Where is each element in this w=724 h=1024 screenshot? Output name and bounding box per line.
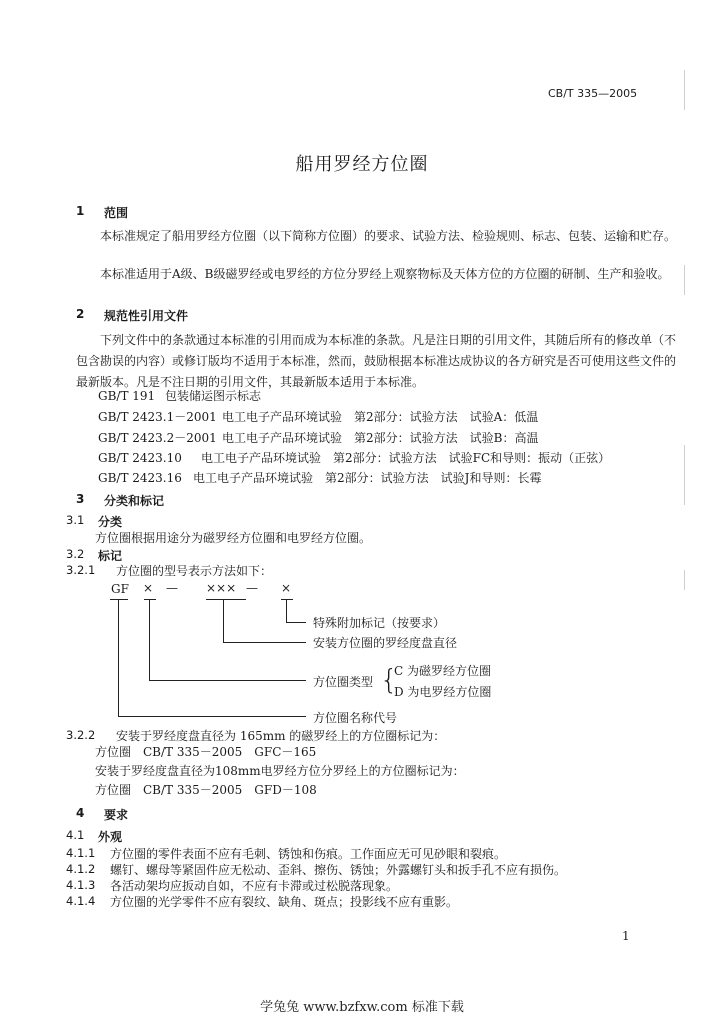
item-4-1-2-number: 4.1.2	[66, 862, 96, 876]
label-ring-type: 方位圈类型	[313, 675, 374, 689]
item-4-1-1-text: 方位圈的零件表面不应有毛刺、锈蚀和伤痕。工作面应无可见砂眼和裂痕。	[110, 847, 507, 861]
type-option-c: C 为磁罗经方位圈	[394, 664, 491, 678]
model-code-diameter: ×××	[206, 581, 237, 595]
section-3-2-2-example-1: 方位圈 CB/T 335－2005 GFC－165	[95, 745, 317, 759]
scan-artifact-line	[684, 445, 685, 505]
page-number: 1	[622, 929, 630, 943]
scan-artifact-line	[684, 570, 685, 590]
page-title: 船用罗经方位圈	[295, 154, 429, 175]
section-4-number: 4	[76, 806, 85, 820]
section-3-2-1-number: 3.2.1	[66, 563, 96, 577]
type-option-d: D 为电罗经方位圈	[394, 685, 492, 699]
section-3-2-2-text-2: 安装于罗经度盘直径为108mm电罗经方位分罗经上的方位圈标记为：	[95, 764, 465, 778]
section-1-number: 1	[76, 204, 85, 218]
section-1-heading: 范围	[104, 206, 129, 220]
section-3-heading: 分类和标记	[104, 494, 165, 508]
section-3-1-heading: 分类	[98, 515, 123, 529]
section-3-2-1-text: 方位圈的型号表示方法如下：	[116, 564, 273, 578]
section-3-2-2-number: 3.2.2	[66, 728, 96, 742]
item-4-1-3-text: 各活动架均应扳动自如，不应有卡滞或过松脱落现象。	[110, 879, 399, 893]
item-4-1-1-number: 4.1.1	[66, 846, 96, 860]
label-special-marking: 特殊附加标记（按要求）	[313, 616, 446, 630]
model-code-special: ×	[281, 581, 292, 595]
ref-2-code: GB/T 2423.1－2001	[98, 410, 217, 424]
model-code-gf: GF	[111, 582, 129, 596]
section-3-2-2-text-1: 安装于罗经度盘直径为 165mm 的磁罗经上的方位圈标记为：	[116, 729, 446, 743]
standard-code: CB/T 335—2005	[548, 87, 638, 100]
ref-2-title: 电工电子产品环境试验 第2部分：试验方法 试验A：低温	[222, 410, 539, 424]
model-dash-2: —	[246, 581, 258, 595]
model-dash-1: —	[166, 581, 178, 595]
section-3-2-number: 3.2	[66, 547, 85, 561]
footer-watermark[interactable]: 学兔兔 www.bzfxw.com 标准下载	[260, 1000, 464, 1015]
section-4-heading: 要求	[104, 808, 129, 822]
section-4-1-heading: 外观	[98, 830, 123, 844]
ref-3-code: GB/T 2423.2－2001	[98, 431, 217, 445]
item-4-1-4-number: 4.1.4	[66, 894, 96, 908]
ref-5-code: GB/T 2423.16	[98, 471, 182, 485]
item-4-1-2-text: 螺钉、螺母等紧固件应无松动、歪斜、擦伤、锈蚀；外露螺钉头和扳手孔不应有损伤。	[110, 863, 567, 877]
item-4-1-4-text: 方位圈的光学零件不应有裂纹、缺角、斑点；投影线不应有重影。	[110, 895, 459, 909]
section-3-2-heading: 标记	[98, 549, 123, 563]
ref-1-code: GB/T 191	[98, 389, 156, 403]
section-2-paragraph: 下列文件中的条款通过本标准的引用而成为本标准的条款。凡是注日期的引用文件，其随后所有的修改单（不包含勘误的内容）或修订版均不适用于本标准，然而，鼓励根据本标准达成协议的各方研究是否可使用这些文件的最新版本。凡是不注日期的引用文件，其最新版本适用于本标准。	[76, 333, 677, 389]
label-card-diameter: 安装方位圈的罗经度盘直径	[313, 636, 458, 650]
section-2-heading: 规范性引用文件	[104, 309, 189, 323]
model-code-type: ×	[143, 581, 154, 595]
section-3-1-text: 方位圈根据用途分为磁罗经方位圈和电罗经方位圈。	[95, 531, 372, 545]
section-3-1-number: 3.1	[66, 513, 85, 527]
section-1-paragraph-1: 本标准规定了船用罗经方位圈（以下简称方位圈）的要求、试验方法、检验规则、标志、包装、运输和贮存。	[100, 229, 677, 243]
ref-1-title: 包装储运图示标志	[165, 389, 262, 403]
scan-artifact-line	[684, 70, 685, 110]
ref-4-code: GB/T 2423.10	[98, 451, 182, 465]
ref-3-title: 电工电子产品环境试验 第2部分：试验方法 试验B：高温	[222, 431, 539, 445]
scan-artifact-line	[684, 265, 685, 295]
type-brace: {	[380, 663, 398, 696]
section-2-number: 2	[76, 307, 85, 321]
ref-4-title: 电工电子产品环境试验 第2部分：试验方法 试验FC和导则：振动（正弦）	[201, 451, 611, 465]
section-3-2-2-example-2: 方位圈 CB/T 335－2005 GFD－108	[95, 783, 317, 797]
label-name-code: 方位圈名称代号	[313, 711, 398, 725]
item-4-1-3-number: 4.1.3	[66, 878, 96, 892]
ref-5-title: 电工电子产品环境试验 第2部分：试验方法 试验J和导则：长霉	[193, 471, 542, 485]
section-1-paragraph-2: 本标准适用于A级、B级磁罗经或电罗经的方位分罗经上观察物标及天体方位的方位圈的研制、生产和验收。	[100, 267, 670, 281]
section-4-1-number: 4.1	[66, 828, 85, 842]
section-3-number: 3	[76, 492, 85, 506]
